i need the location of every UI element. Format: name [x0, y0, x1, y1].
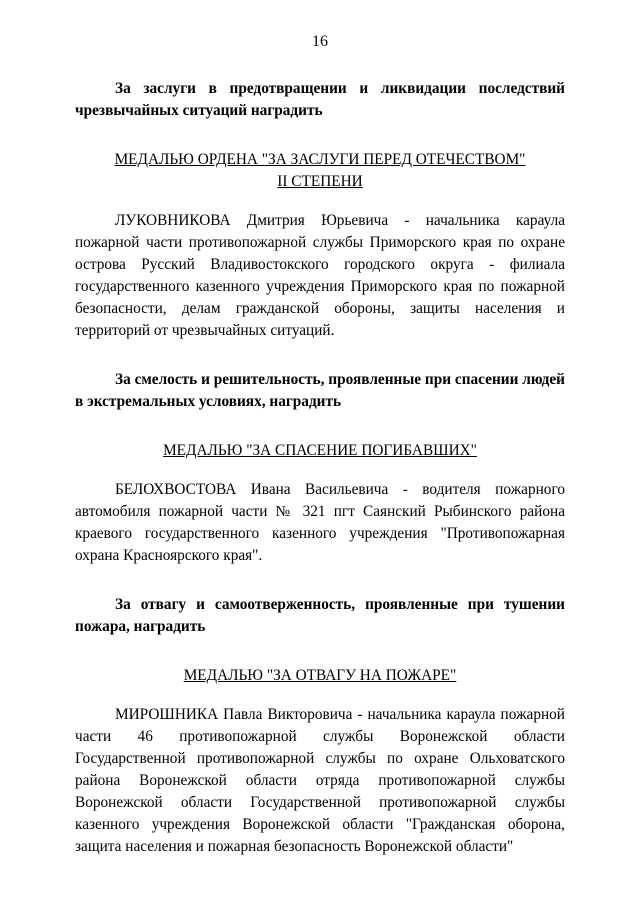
recipient-citation: ЛУКОВНИКОВА Дмитрия Юрьевича - начальника караула пожарной части противопожарной службы Приморского края по охране острова Русский Владивостокского городского округа - филиала государственного казенного учреждения Приморского края по пожарной безопасности, делам гражданской обороны, защиты населения и территорий от чрезвычайных ситуаций.: [75, 212, 565, 339]
document-body: [75, 78, 565, 858]
medal-title: МЕДАЛЬЮ "ЗА СПАСЕНИЕ ПОГИБАВШИХ": [163, 442, 477, 459]
medal-title: МЕДАЛЬЮ "ЗА ОТВАГУ НА ПОЖАРЕ": [183, 667, 457, 684]
award-section: [75, 78, 565, 342]
award-section: [75, 594, 565, 858]
award-section: [75, 369, 565, 567]
medal-title: МЕДАЛЬЮ ОРДЕНА "ЗА ЗАСЛУГИ ПЕРЕД ОТЕЧЕСТВОМ": [114, 151, 526, 168]
award-reason-heading: За заслуги в предотвращении и ликвидации последствий чрезвычайных ситуаций наградить: [75, 80, 565, 119]
recipient-citation: МИРОШНИКА Павла Викторовича - начальника караула пожарной части 46 противопожарной службы Воронежской области Государственной противопожарной службы по охране Ольховатского района Воронежской области отряда противопожарной службы Воронежской области Государственной противопожарной службы казенного учреждения Воронежской области "Гражданская оборона, защита населения и пожарная безопасность Воронежской области": [75, 706, 565, 855]
page-number: 16: [312, 33, 328, 50]
award-reason-heading: За смелость и решительность, проявленные при спасении людей в экстремальных условиях, наградить: [75, 371, 565, 410]
medal-degree: II СТЕПЕНИ: [277, 173, 363, 190]
award-reason-heading: За отвагу и самоотверженность, проявленные при тушении пожара, наградить: [75, 596, 565, 635]
recipient-citation: БЕЛОХВОСТОВА Ивана Васильевича - водителя пожарного автомобиля пожарной части № 321 пгт Саянский Рыбинского района краевого государственного казенного учреждения "Противопожарная охрана Красноярского края".: [75, 481, 565, 564]
